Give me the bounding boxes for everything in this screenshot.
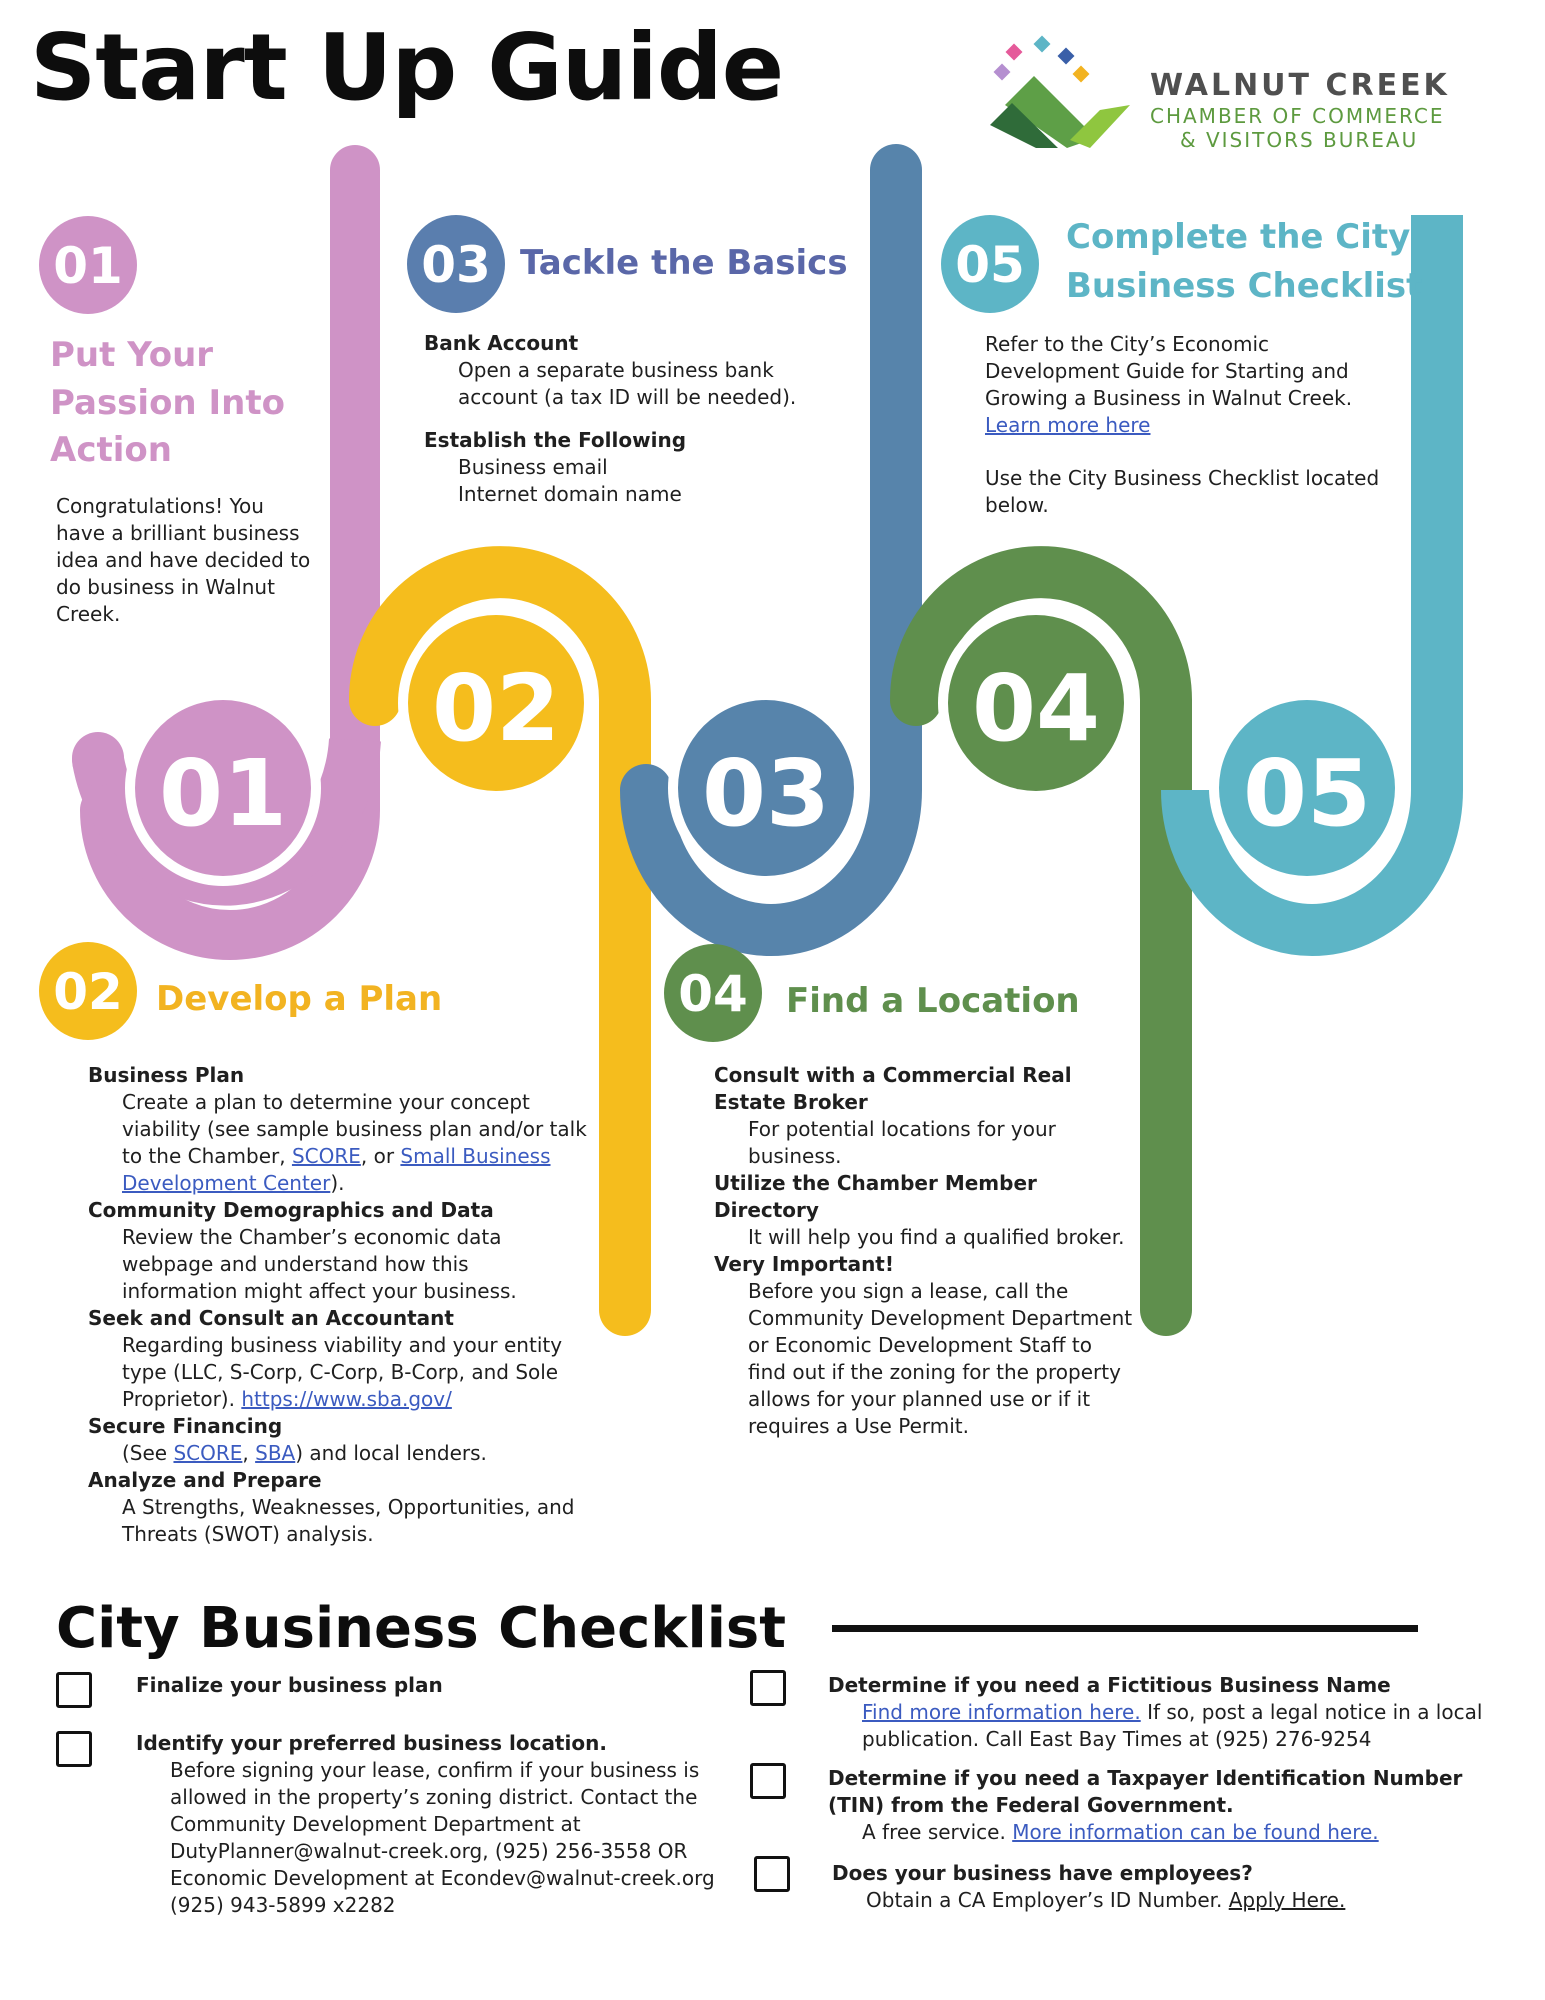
step-5-title bbox=[1066, 213, 1422, 312]
checklist-item-5 bbox=[832, 1860, 1492, 1914]
step-2-body bbox=[88, 1062, 588, 1548]
step-5-big-number: 05 bbox=[1242, 740, 1372, 847]
checklist-checkbox-1[interactable] bbox=[56, 1672, 92, 1708]
step-1-body: Congratulations! You have a brilliant business idea and have decided to do business in Walnut Creek. bbox=[56, 494, 311, 626]
step-5-body bbox=[985, 331, 1385, 519]
checklist-item-2-heading: Identify your preferred business location. bbox=[136, 1731, 607, 1755]
bank-account-text: Open a separate business bank account (a tax ID will be needed). bbox=[458, 358, 797, 409]
business-email-item: Business email bbox=[458, 455, 608, 479]
directory-heading: Utilize the Chamber Member Directory bbox=[714, 1171, 1037, 1222]
step-4-big-number: 04 bbox=[971, 655, 1101, 762]
step-4-badge-number: 04 bbox=[678, 965, 748, 1023]
logo-name: WALNUT CREEK bbox=[1150, 68, 1450, 103]
step-5-badge-number: 05 bbox=[955, 236, 1025, 294]
step-2-badge-number: 02 bbox=[53, 963, 123, 1021]
step-2-title: Develop a Plan bbox=[156, 979, 443, 1019]
sba-link[interactable]: SBA bbox=[255, 1441, 296, 1465]
checklist-item-1 bbox=[136, 1672, 716, 1699]
step-2-big-number: 02 bbox=[431, 655, 561, 762]
step-3-title: Tackle the Basics bbox=[520, 243, 848, 283]
tin-info-link[interactable]: More information can be found here. bbox=[1012, 1820, 1379, 1844]
step-4-title: Find a Location bbox=[786, 981, 1080, 1021]
bank-account-heading: Bank Account bbox=[424, 331, 579, 355]
sbdc-link[interactable]: Small Business Development Center bbox=[122, 1144, 551, 1195]
step-1-title: Put Your Passion Into Action bbox=[50, 335, 285, 471]
checklist-item-3-heading: Determine if you need a Fictitious Business Name bbox=[828, 1673, 1391, 1697]
step-4-body bbox=[714, 1062, 1134, 1440]
broker-text: For potential locations for your business. bbox=[748, 1117, 1056, 1168]
establish-heading: Establish the Following bbox=[424, 428, 687, 452]
checklist-item-5-heading: Does your business have employees? bbox=[832, 1861, 1253, 1885]
checklist-item-4-text: A free service. More information can be found here. bbox=[862, 1820, 1379, 1844]
sba-url-link[interactable]: https://www.sba.gov/ bbox=[241, 1387, 452, 1411]
step-5-title-line-1: Complete the City bbox=[1066, 217, 1411, 257]
step-5-paragraph-2: Use the City Business Checklist located below. bbox=[985, 466, 1380, 517]
checklist-divider bbox=[832, 1625, 1418, 1632]
checklist-item-3 bbox=[828, 1672, 1500, 1753]
step-3-big-number: 03 bbox=[701, 740, 831, 847]
page-title: Start Up Guide bbox=[30, 14, 784, 121]
logo-subtitle-2: & VISITORS BUREAU bbox=[1180, 128, 1419, 152]
business-plan-text: Create a plan to determine your concept viability (see sample business plan and/or talk to the Chamber, SCORE, or Small Business Development Center). bbox=[122, 1090, 587, 1195]
financing-text: (See SCORE, SBA) and local lenders. bbox=[122, 1441, 487, 1465]
checklist-checkbox-4[interactable] bbox=[750, 1763, 786, 1799]
broker-heading: Consult with a Commercial Real Estate Broker bbox=[714, 1063, 1072, 1114]
step-5-title-line-2: Business Checklist bbox=[1066, 266, 1423, 307]
financing-heading: Secure Financing bbox=[88, 1414, 283, 1438]
checklist-checkbox-5[interactable] bbox=[754, 1856, 790, 1892]
checklist-item-3-text: Find more information here. If so, post a legal notice in a local publication. Call East Bay Times at (925) 276-9254 bbox=[862, 1700, 1483, 1751]
checklist-item-5-text: Obtain a CA Employer’s ID Number. Apply Here. bbox=[866, 1888, 1346, 1912]
checklist-item-4 bbox=[828, 1765, 1500, 1846]
swot-heading: Analyze and Prepare bbox=[88, 1468, 322, 1492]
apply-here-link[interactable]: Apply Here. bbox=[1228, 1888, 1346, 1912]
swot-text: A Strengths, Weaknesses, Opportunities, and Threats (SWOT) analysis. bbox=[122, 1495, 575, 1546]
checklist-item-1-heading: Finalize your business plan bbox=[136, 1673, 443, 1697]
checklist-item-4-heading: Determine if you need a Taxpayer Identification Number (TIN) from the Federal Government. bbox=[828, 1766, 1463, 1817]
domain-name-item: Internet domain name bbox=[458, 482, 682, 506]
checklist-title: City Business Checklist bbox=[56, 1596, 787, 1661]
accountant-text: Regarding business viability and your entity type (LLC, S-Corp, C-Corp, B-Corp, and Sole Proprietor). https://www.sba.gov/ bbox=[122, 1333, 563, 1411]
logo-mark bbox=[990, 36, 1130, 148]
business-plan-heading: Business Plan bbox=[88, 1063, 245, 1087]
score-link-2[interactable]: SCORE bbox=[173, 1441, 243, 1465]
fictitious-name-link[interactable]: Find more information here. bbox=[862, 1700, 1141, 1724]
important-text: Before you sign a lease, call the Community Development Department or Economic Development Staff to find out if the zoning for the property allows for your planned use or if it requires a Use Permit. bbox=[748, 1279, 1133, 1438]
checklist-checkbox-2[interactable] bbox=[56, 1731, 92, 1767]
demographics-heading: Community Demographics and Data bbox=[88, 1198, 494, 1222]
score-link[interactable]: SCORE bbox=[291, 1144, 361, 1168]
directory-text: It will help you find a qualified broker. bbox=[748, 1225, 1125, 1249]
checklist-item-2 bbox=[136, 1730, 716, 1919]
checklist-item-2-text: Before signing your lease, confirm if your business is allowed in the property’s zoning district. Contact the Community Development Department at DutyPlanner@walnut-creek.org, (925) 256-3558 OR Economic Development at Econdev@walnut-creek.org (925) 943-5899 x2282 bbox=[170, 1758, 715, 1917]
accountant-heading: Seek and Consult an Accountant bbox=[88, 1306, 454, 1330]
step-1-badge-number: 01 bbox=[53, 237, 123, 295]
step-3-body bbox=[424, 330, 824, 508]
important-heading: Very Important! bbox=[714, 1252, 894, 1276]
learn-more-link[interactable]: Learn more here bbox=[985, 413, 1151, 437]
step-1-big-number: 01 bbox=[158, 740, 288, 847]
step-5-paragraph-1: Refer to the City’s Economic Development Guide for Starting and Growing a Business in Walnut Creek. bbox=[985, 332, 1353, 410]
logo-subtitle-1: CHAMBER OF COMMERCE bbox=[1150, 104, 1445, 128]
checklist-checkbox-3[interactable] bbox=[750, 1670, 786, 1706]
step-3-badge-number: 03 bbox=[421, 236, 491, 294]
demographics-text: Review the Chamber’s economic data webpage and understand how this information might affect your business. bbox=[122, 1225, 517, 1303]
